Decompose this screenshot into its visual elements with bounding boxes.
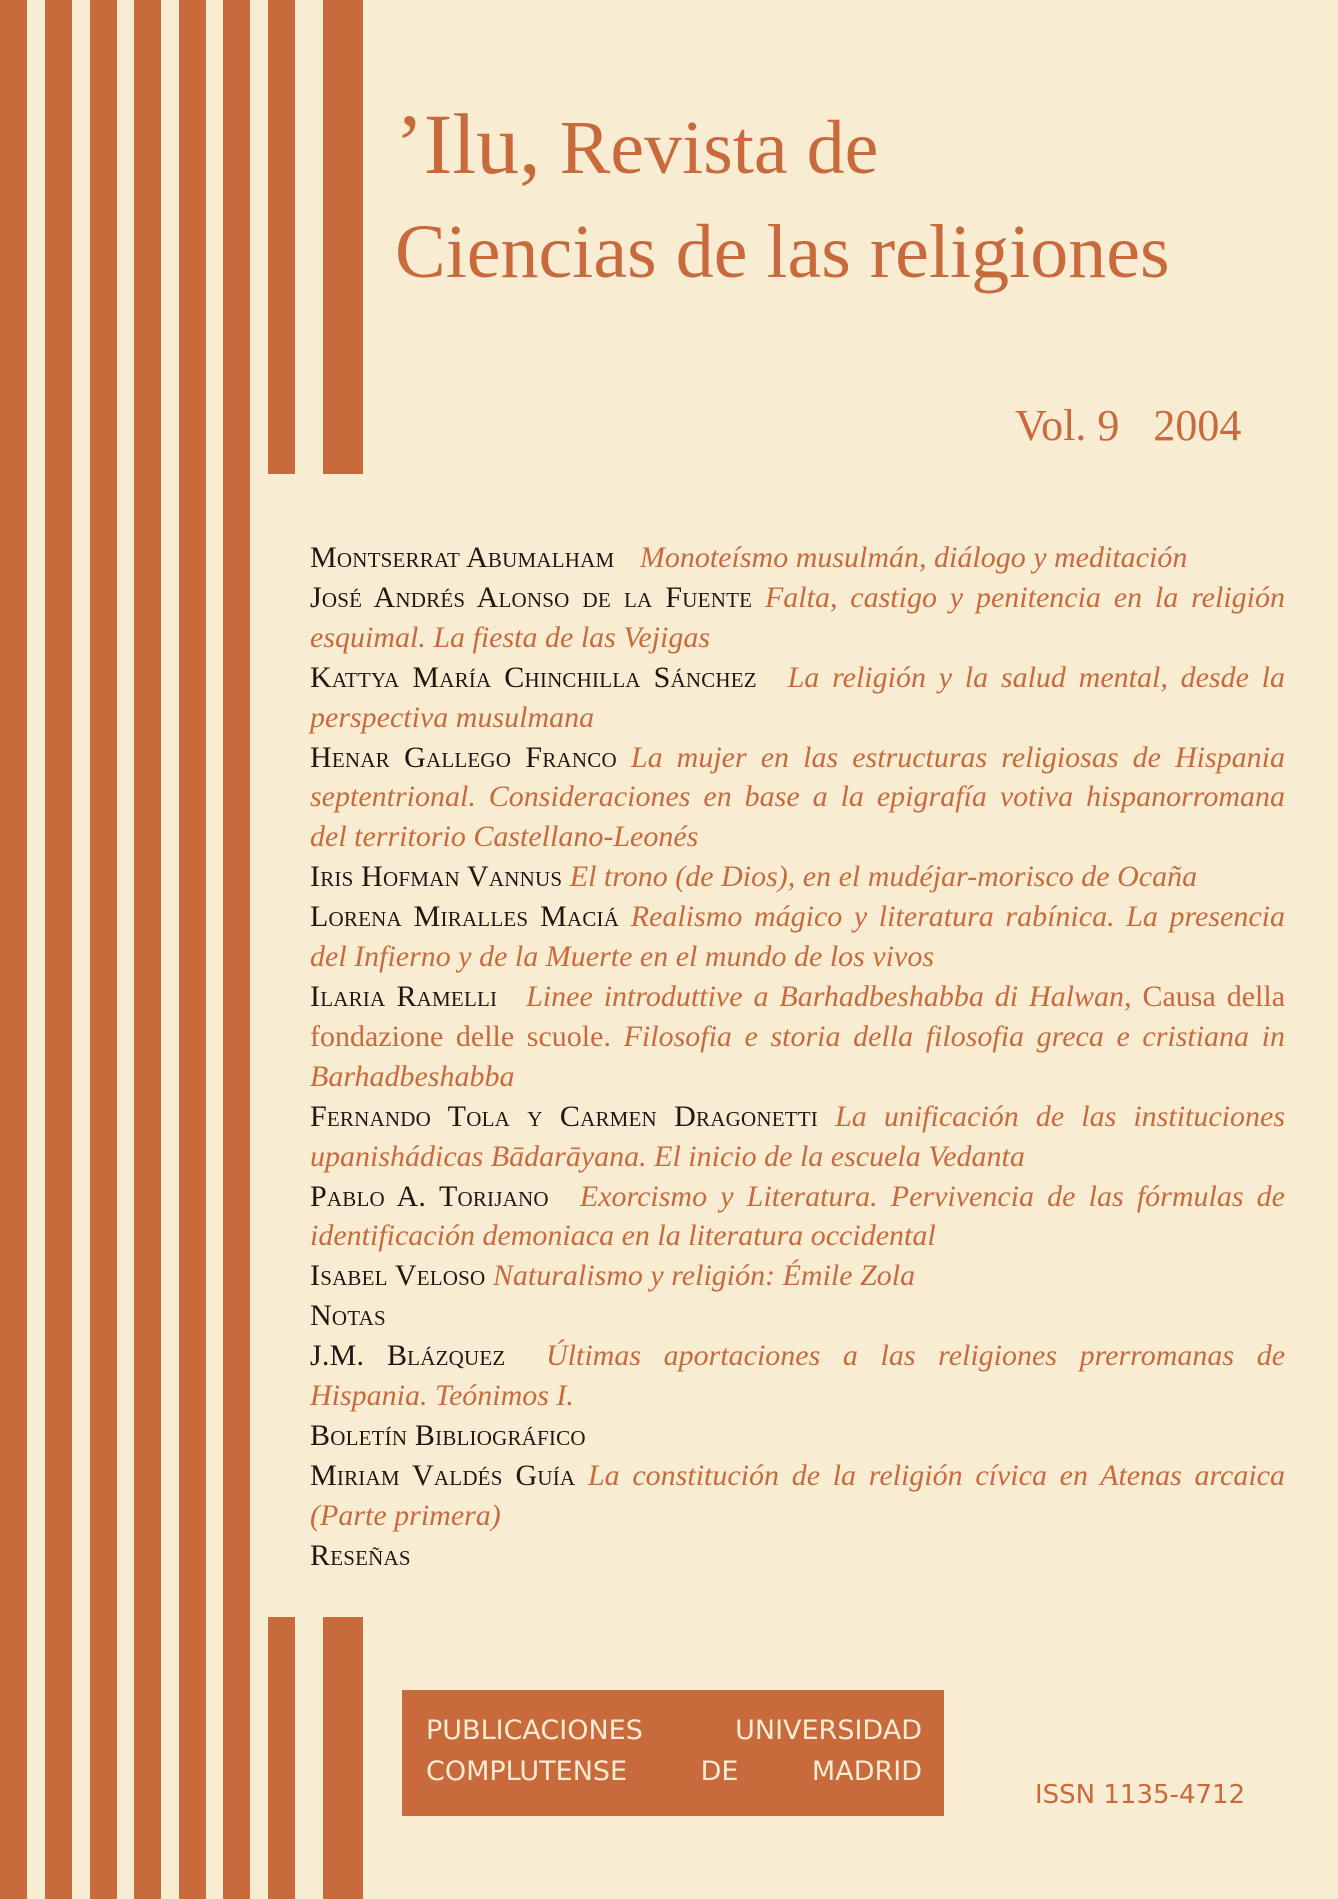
journal-title-line2: Ciencias de las religiones [395, 210, 1170, 294]
stripe [45, 0, 72, 1899]
toc-article: Linee introduttive a Barhadbeshabba di Halwan, [526, 979, 1132, 1013]
toc-section [310, 1536, 1285, 1576]
toc-section-title: Notas [310, 1299, 386, 1333]
toc-entry [310, 977, 1285, 1097]
publisher-word: COMPLUTENSE [426, 1756, 628, 1787]
toc-entry [310, 1256, 1285, 1296]
toc-article: Filosofia e storia della filosofia greca e cristiana in Barhadbeshabba [310, 1019, 1286, 1093]
toc-article: Monoteísmo musulmán, diálogo y meditación [639, 541, 1188, 574]
publisher-word: DE [700, 1756, 739, 1787]
toc-author: Ilaria Ramelli [310, 979, 498, 1013]
toc-entry [310, 1177, 1285, 1257]
volume-year: 2004 [1153, 401, 1242, 450]
journal-title-line1: Revista de [559, 106, 879, 190]
toc-author: Montserrat Abumalham [310, 541, 615, 574]
toc-article: La religión y la salud mental, desde la perspectiva musulmana [310, 660, 1286, 734]
toc-author: Kattya María Chinchilla Sánchez [310, 660, 757, 694]
toc-article: La mujer en las estructuras religiosas de Hispania septentrional. Consideraciones en base a la epigrafía votiva hispanorromana del territorio Castellano-Leonés [310, 740, 1285, 854]
stripe [0, 0, 27, 1899]
publisher-word: MADRID [811, 1756, 922, 1787]
publisher-box [402, 1690, 944, 1816]
toc-entry [310, 1456, 1285, 1536]
stripe-top-stub [268, 0, 295, 474]
publisher-line1 [426, 1710, 922, 1751]
toc-author: Isabel Veloso [310, 1259, 486, 1293]
toc-entry [310, 897, 1285, 977]
stripe-bottom-stub [323, 1617, 363, 1899]
toc-entry [310, 738, 1285, 858]
stripe-top-stub [323, 0, 363, 474]
stripe-bottom-stub [268, 1617, 295, 1899]
toc-entry [310, 857, 1285, 897]
toc-author: J.M. Blázquez [310, 1339, 506, 1373]
journal-title [395, 92, 1315, 304]
toc-author: Henar Gallego Franco [310, 740, 617, 774]
stripe [90, 0, 117, 1899]
toc-article: El trono (de Dios), en el mudéjar-morisco de Ocaña [569, 860, 1198, 894]
toc-entry [310, 1097, 1285, 1177]
publisher-line2 [426, 1751, 922, 1792]
toc-section [310, 1296, 1285, 1336]
toc-article-roman: Causa della fondazione delle scuole. [310, 979, 1286, 1053]
toc-section-title: Boletín Bibliográfico [310, 1418, 586, 1452]
toc-author: Iris Hofman Vannus [310, 860, 563, 894]
toc-entry [310, 578, 1285, 658]
journal-title-ilu: ’Ilu, [395, 96, 541, 192]
toc-entry [310, 538, 1285, 578]
toc-article: Exorcismo y Literatura. Pervivencia de las fórmulas de identificación demoniaca en la literatura occidental [310, 1179, 1285, 1253]
toc-article: La unificación de las instituciones upanishádicas Bādarāyana. El inicio de la escuela Vedanta [310, 1099, 1285, 1173]
toc-author: Fernando Tola y Carmen Dragonetti [310, 1099, 818, 1133]
volume-info [1015, 400, 1241, 451]
toc-article: Últimas aportaciones a las religiones prerromanas de Hispania. Teónimos I. [310, 1339, 1286, 1413]
volume-number: Vol. 9 [1015, 401, 1120, 450]
toc-article: Realismo mágico y literatura rabínica. La presencia del Infierno y de la Muerte en el mundo de los vivos [310, 900, 1285, 974]
table-of-contents [310, 538, 1285, 1576]
toc-section [310, 1416, 1285, 1456]
toc-article: Naturalismo y religión: Émile Zola [492, 1259, 916, 1293]
toc-section-title: Reseñas [310, 1538, 411, 1572]
toc-author: Pablo A. Torijano [310, 1179, 549, 1213]
issn-number: ISSN 1135-4712 [1035, 1780, 1246, 1810]
publisher-word: UNIVERSIDAD [735, 1715, 922, 1746]
stripe [179, 0, 206, 1899]
stripe [134, 0, 161, 1899]
toc-author: Miriam Valdés Guía [310, 1458, 576, 1492]
toc-entry [310, 658, 1285, 738]
publisher-word: PUBLICACIONES [426, 1715, 643, 1746]
toc-article: Falta, castigo y penitencia en la religión esquimal. La fiesta de las Vejigas [310, 580, 1285, 654]
toc-author: Lorena Miralles Maciá [310, 900, 620, 934]
stripe [223, 0, 250, 1899]
toc-author: José Andrés Alonso de la Fuente [310, 580, 753, 614]
toc-entry [310, 1336, 1285, 1416]
toc-article: La constitución de la religión cívica en Atenas arcaica (Parte primera) [310, 1458, 1285, 1532]
